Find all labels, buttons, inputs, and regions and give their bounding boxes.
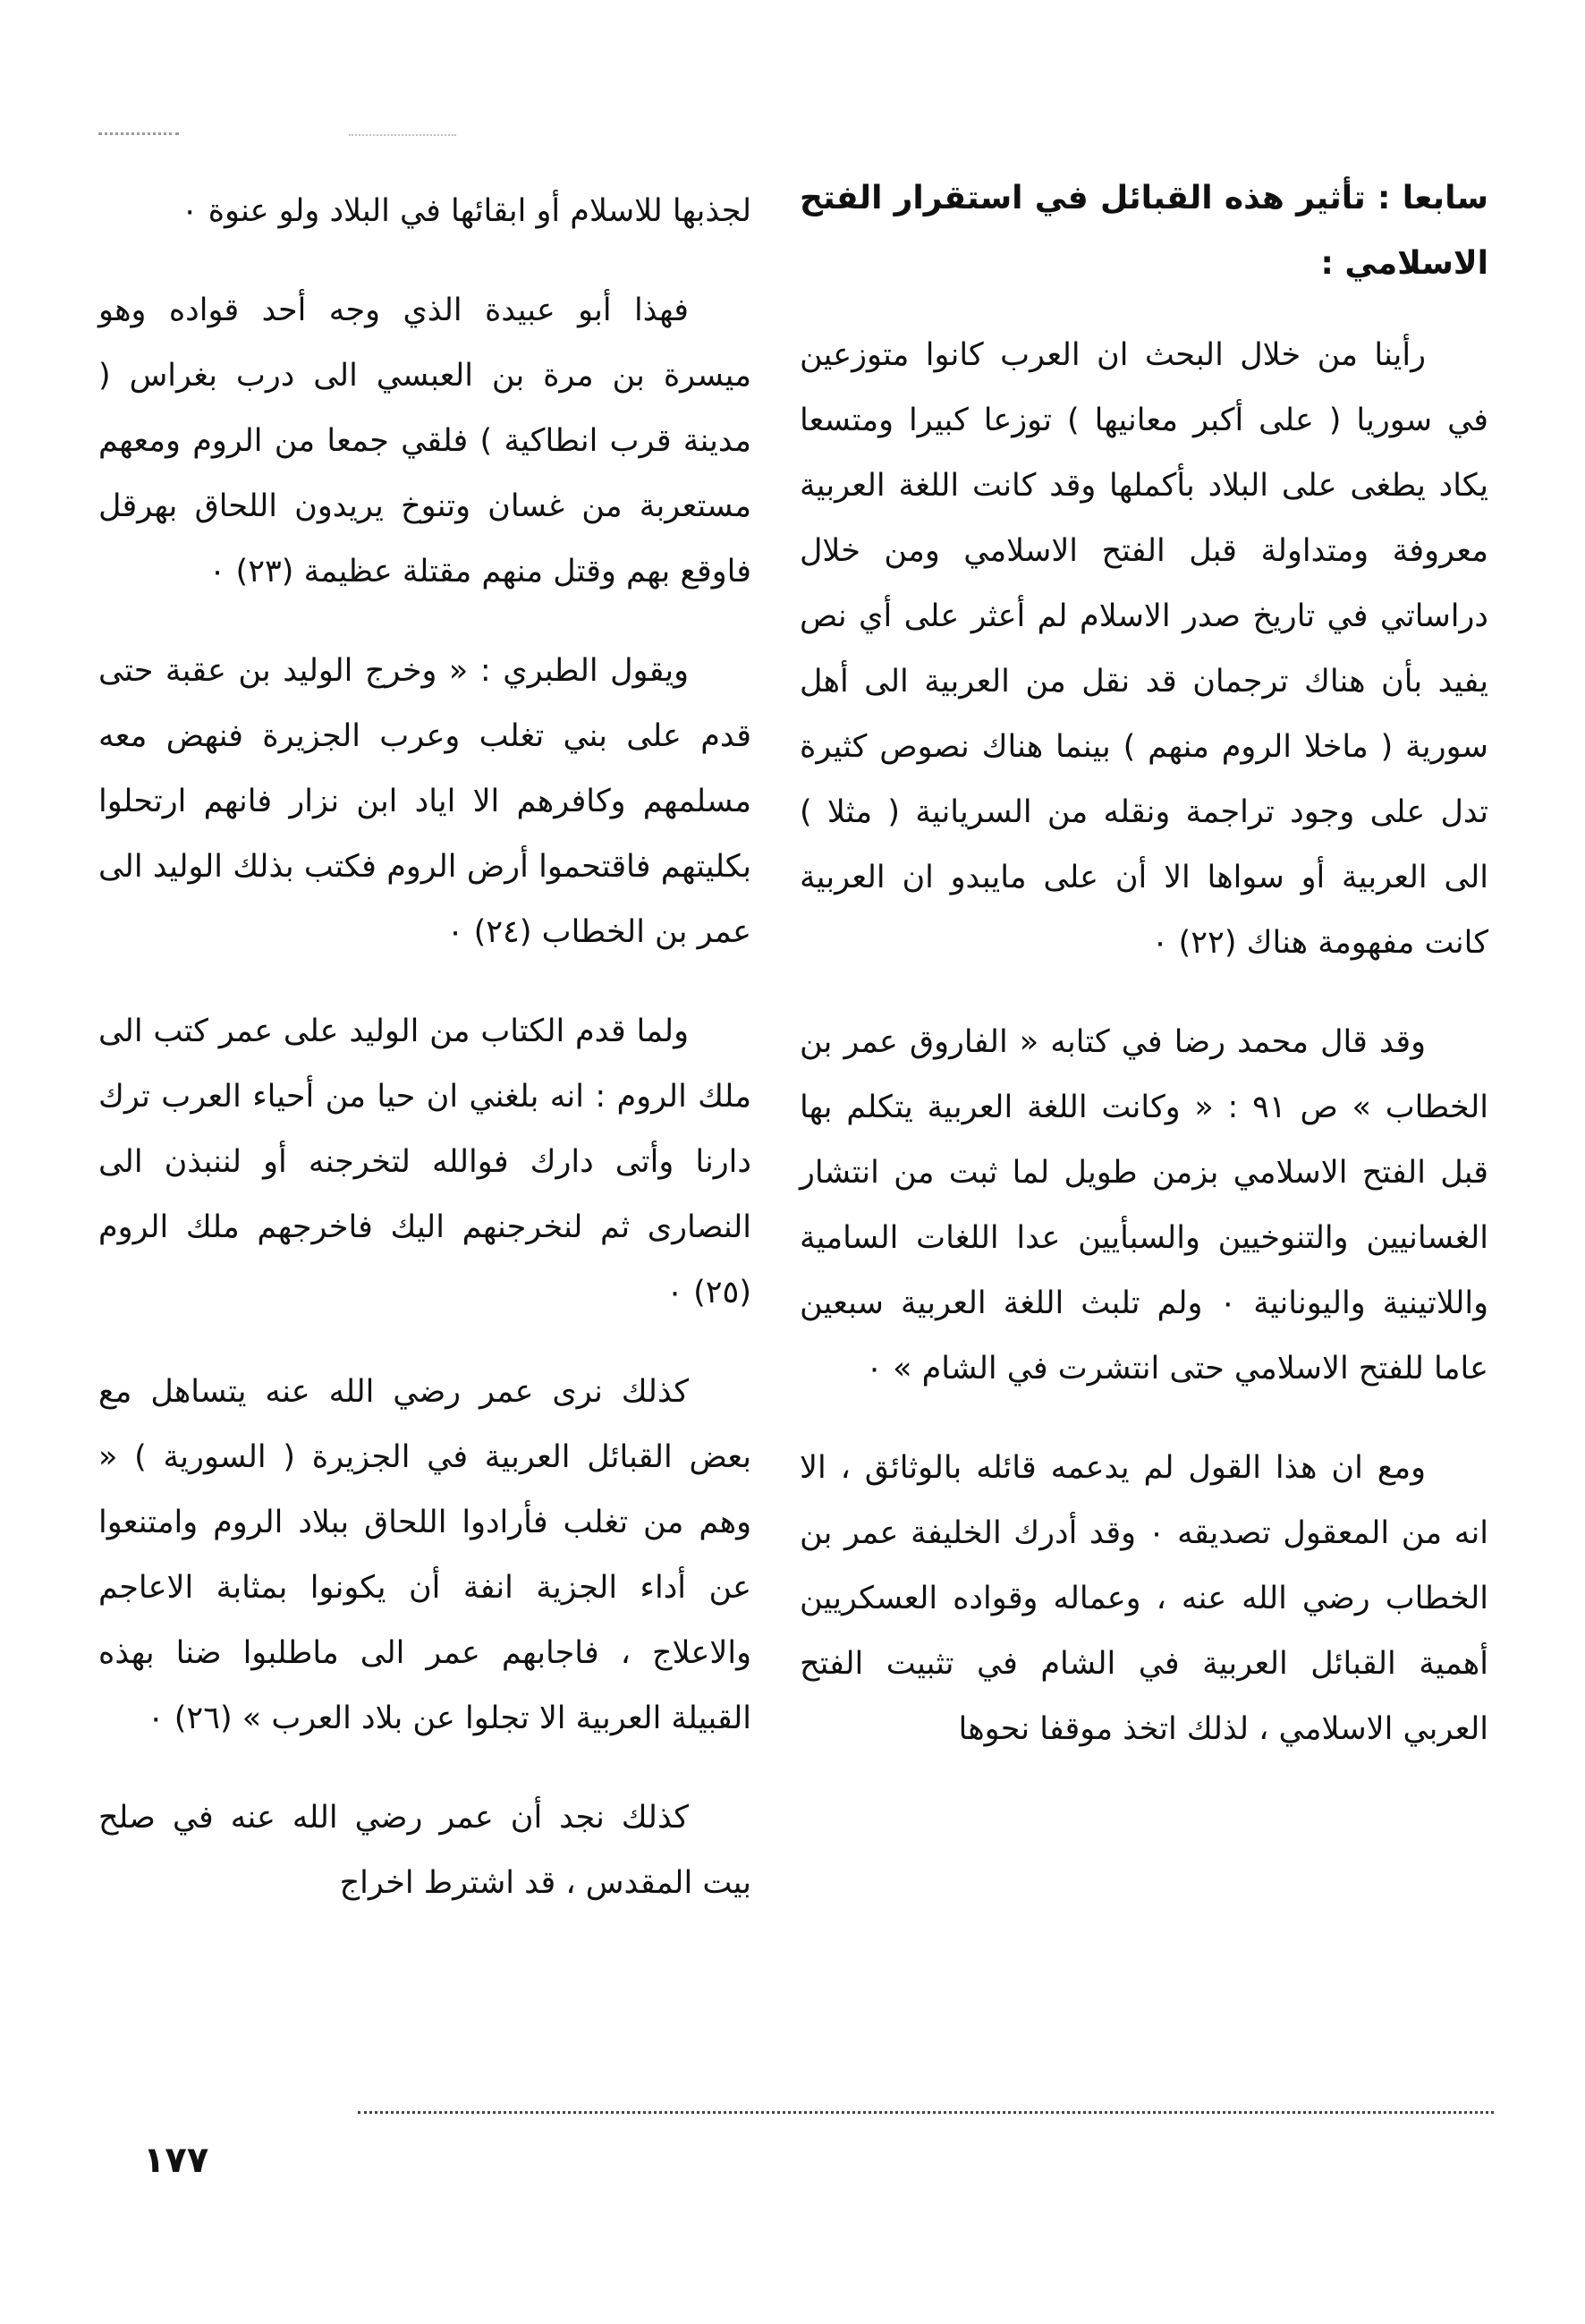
paragraph: وقد قال محمد رضا في كتابه « الفاروق عمر بن الخطاب » ص ٩١ : « وكانت اللغة العربية يتكلم بها قبل الفتح الاسلامي بزمن طويل لما ثبت من انتشار الغسانيين والتنوخيين والسبأيين عدا اللغات السامية واللاتينية واليونانية ٠ ولم تلبث اللغة العربية سبعين عاما للفتح الاسلامي حتى انتشرت في الشام » ٠ xyxy=(800,1024,1488,1387)
section-heading: سابعا : تأثير هذه القبائل في استقرار الفتح الاسلامي : xyxy=(800,180,1488,282)
paragraph: فهذا أبو عبيدة الذي وجه أحد قواده وهو ميسرة بن مرة بن العبسي الى درب بغراس ( مدينة قرب انطاكية ) فلقي جمعا من الروم ومعهم مستعربة من غسان وتنوخ يريدون اللحاق بهرقل فاوقع بهم وقتل منهم مقتلة عظيمة (٢٣) ٠ xyxy=(98,293,751,589)
paragraph: رأينا من خلال البحث ان العرب كانوا متوزعين في سوريا ( على أكبر معانيها ) توزعا كبيرا ومتسعا يكاد يطغى على البلاد بأكملها وقد كانت اللغة العربية معروفة ومتداولة قبل الفتح الاسلامي ومن خلال دراساتي في تاريخ صدر الاسلام لم أعثر على أي نص يفيد بأن هناك ترجمان قد نقل من العربية الى أهل سورية ( ماخلا الروم منهم ) بينما هناك نصوص كثيرة تدل على وجود تراجمة ونقله من السريانية ( مثلا ) الى العربية أو سواها الا أن على مايبدو ان العربية كانت مفهومة هناك (٢٢) ٠ xyxy=(800,337,1488,961)
paragraph: لجذبها للاسلام أو ابقائها في البلاد ولو عنوة ٠ xyxy=(181,193,751,229)
paragraph: ولما قدم الكتاب من الوليد على عمر كتب الى ملك الروم : انه بلغني ان حيا من أحياء العرب ترك دارنا وأتى دارك فوالله لتخرجنه أو لننبذن الى النصارى ثم لنخرجنهم اليك فاخرجهم ملك الروم (٢٥) ٠ xyxy=(98,1014,751,1310)
scan-mark xyxy=(349,134,456,139)
paragraph: ومع ان هذا القول لم يدعمه قائله بالوثائق ، الا انه من المعقول تصديقه ٠ وقد أدرك الخليفة عمر بن الخطاب رضي الله عنه ، وعماله وقواده العسكريين أهمية القبائل العربية في الشام في تثبيت الفتح العربي الاسلامي ، لذلك اتخذ موقفا نحوها xyxy=(800,1450,1488,1747)
scan-mark xyxy=(98,132,179,139)
page-number: ١٧٧ xyxy=(143,2140,209,2181)
right-column xyxy=(800,165,1488,1796)
paragraph: كذلك نجد أن عمر رضي الله عنه في صلح بيت المقدس ، قد اشترط اخراج xyxy=(98,1800,751,1901)
paragraph: كذلك نرى عمر رضي الله عنه يتساهل مع بعض القبائل العربية في الجزيرة ( السورية ) « وهم من تغلب فأرادوا اللحاق ببلاد الروم وامتنعوا عن أداء الجزية انفة أن يكونوا بمثابة الاعاجم والاعلاج ، فاجابهم عمر الى ماطلبوا ضنا بهذه القبيلة العربية الا تجلوا عن بلاد العرب » (٢٦) ٠ xyxy=(98,1374,751,1736)
paragraph: ويقول الطبري : « وخرج الوليد بن عقبة حتى قدم على بني تغلب وعرب الجزيرة فنهض معه مسلمهم وكافرهم الا اياد ابن نزار فانهم ارتحلوا بكليتهم فاقتحموا أرض الروم فكتب بذلك الوليد الى عمر بن الخطاب (٢٤) ٠ xyxy=(98,653,751,950)
left-column xyxy=(98,179,751,1950)
footer-divider xyxy=(358,2111,1494,2116)
